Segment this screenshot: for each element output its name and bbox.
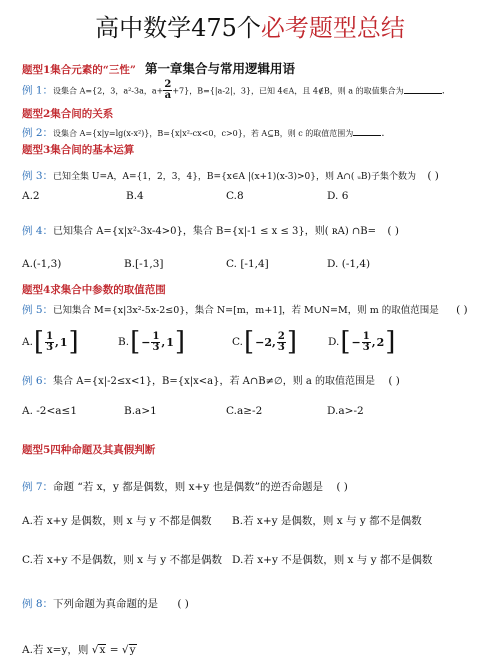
q6-option-d[interactable]: D.a>-2 bbox=[327, 405, 364, 417]
q4-option-b[interactable]: B.[-1,3] bbox=[124, 258, 164, 270]
question-6-paren: ( ) bbox=[388, 375, 400, 387]
question-2-label: 例 2： bbox=[22, 127, 54, 139]
q5-option-c[interactable]: C. [ −2, $\frac{2}{3}$ ] bbox=[232, 327, 297, 357]
answer-blank-1[interactable] bbox=[404, 83, 442, 94]
q7-option-c[interactable]: C.若 x+y 不是偶数，则 x 与 y 不都是偶数 bbox=[22, 554, 223, 566]
title-red: 必考题型总结 bbox=[260, 14, 405, 42]
q6-option-a[interactable]: A. -2<a≤1 bbox=[22, 405, 78, 417]
q5-option-d[interactable]: D. [ − $\frac{1}{3}$ , 2 ] bbox=[328, 327, 396, 357]
question-4 bbox=[22, 222, 399, 238]
question-3 bbox=[22, 168, 439, 183]
question-3-text: 已知全集 U=A，A={1，2，3，4}，B={x∈A |(x+1)(x-3)>0}，则 A∩( ᵤB)子集个数为 bbox=[53, 172, 416, 182]
q6-option-c[interactable]: C.a≥-2 bbox=[226, 405, 263, 417]
q3-option-b[interactable]: B.4 bbox=[126, 190, 144, 202]
question-3-label: 例 3： bbox=[22, 170, 54, 182]
question-8 bbox=[22, 596, 189, 611]
q7-option-b[interactable]: B.若 x+y 是偶数，则 x 与 y 都不是偶数 bbox=[232, 515, 422, 527]
question-7-paren: ( ) bbox=[336, 481, 348, 493]
chapter-heading: 第一章集合与常用逻辑用语 bbox=[144, 61, 295, 76]
topic-1-label: 题型1集合元素的“三性” bbox=[22, 64, 136, 76]
question-6-text: 集合 A={x|-2≤x<1}，B={x|x<a}，若 A∩B≠∅，则 a 的取值范围是 bbox=[53, 376, 376, 387]
q3-option-d[interactable]: D. 6 bbox=[327, 190, 349, 202]
topic-2-heading: 题型2集合间的关系 bbox=[22, 108, 114, 120]
topic-1-heading bbox=[22, 58, 295, 77]
question-6-label: 例 6： bbox=[22, 375, 54, 387]
question-4-text: 已知集合 A={x|x²-3x-4>0}，集合 B={x|-1 ≤ x ≤ 3}，则( ʀA) ∩B= bbox=[53, 226, 377, 237]
q4-option-d[interactable]: D. (-1,4) bbox=[327, 258, 371, 270]
question-4-label: 例 4： bbox=[22, 225, 54, 237]
title-black: 高中数学475个 bbox=[95, 14, 261, 42]
q3-option-c[interactable]: C.8 bbox=[226, 190, 244, 202]
answer-blank-2[interactable] bbox=[353, 125, 381, 136]
q7-option-d[interactable]: D.若 x+y 不是偶数，则 x 与 y 都不是偶数 bbox=[232, 554, 433, 566]
q6-option-b[interactable]: B.a>1 bbox=[124, 405, 157, 417]
q4-option-a[interactable]: A.(-1,3) bbox=[22, 258, 62, 270]
question-5-label: 例 5： bbox=[22, 304, 54, 316]
question-1-text-b: +7}，B={|a-2|，3}，已知 4∈A，且 4∉B，则 a 的取值集合为 bbox=[172, 86, 404, 96]
question-7-text: 命题 “若 x，y 都是偶数，则 x+y 也是偶数”的逆否命题是 bbox=[53, 481, 323, 493]
question-1-label: 例 1： bbox=[22, 84, 54, 97]
question-1-fraction: $\frac{2}{a}$ bbox=[164, 79, 172, 101]
question-5-text: 已知集合 M={x|3x²-5x-2≤0}，集合 N=[m，m+1]，若 M∪N=M，则 m 的取值范围是 bbox=[53, 305, 439, 316]
question-7 bbox=[22, 479, 348, 494]
question-2-text: 设集合 A={x|y=lg(x-x²)}，B={x|x²-cx<0，c>0}，若 A⊆B，则 c 的取值范围为 bbox=[53, 129, 354, 138]
q5-option-a[interactable]: A. [ $\frac{1}{3}$ , 1 ] bbox=[22, 327, 79, 357]
q4-option-c[interactable]: C. [-1,4] bbox=[226, 258, 269, 270]
question-2: 例 2：设集合 A={x|y=lg(x-x²)}，B={x|x²-cx<0，c>0}，若 A⊆B，则 c 的取值范围为 . bbox=[22, 127, 385, 139]
question-3-paren: ( ) bbox=[427, 170, 439, 182]
topic-5-heading: 题型5四种命题及其真假判断 bbox=[22, 444, 156, 456]
q7-option-a[interactable]: A.若 x+y 是偶数，则 x 与 y 不都是偶数 bbox=[22, 515, 212, 527]
q5-option-b[interactable]: B. [ − $\frac{1}{3}$ , 1 ] bbox=[118, 327, 186, 357]
question-1: 例 1：设集合 A={2，3，a²-3a，a+ $\frac{2}{a}$ +7}，B={|a-2|，3}，已知 4∈A，且 4∉B，则 a 的取值集合为 . bbox=[22, 79, 445, 101]
question-8-text: 下列命题为真命题的是 bbox=[53, 598, 159, 610]
question-7-label: 例 7： bbox=[22, 481, 54, 493]
question-4-paren: ( ) bbox=[387, 225, 399, 237]
question-8-label: 例 8： bbox=[22, 598, 54, 610]
question-5-paren: ( ) bbox=[456, 304, 468, 316]
question-6 bbox=[22, 372, 400, 388]
question-5 bbox=[22, 302, 468, 317]
topic-4-heading: 题型4求集合中参数的取值范围 bbox=[22, 284, 166, 296]
q8-option-a[interactable]: A.若 x=y，则 √x = √y bbox=[22, 644, 136, 656]
question-1-text-a: 设集合 A={2，3，a²-3a，a+ bbox=[53, 86, 164, 96]
page-title bbox=[0, 8, 500, 43]
question-8-paren: ( ) bbox=[177, 598, 189, 610]
q3-option-a[interactable]: A.2 bbox=[22, 190, 40, 202]
topic-3-heading: 题型3集合间的基本运算 bbox=[22, 144, 135, 156]
